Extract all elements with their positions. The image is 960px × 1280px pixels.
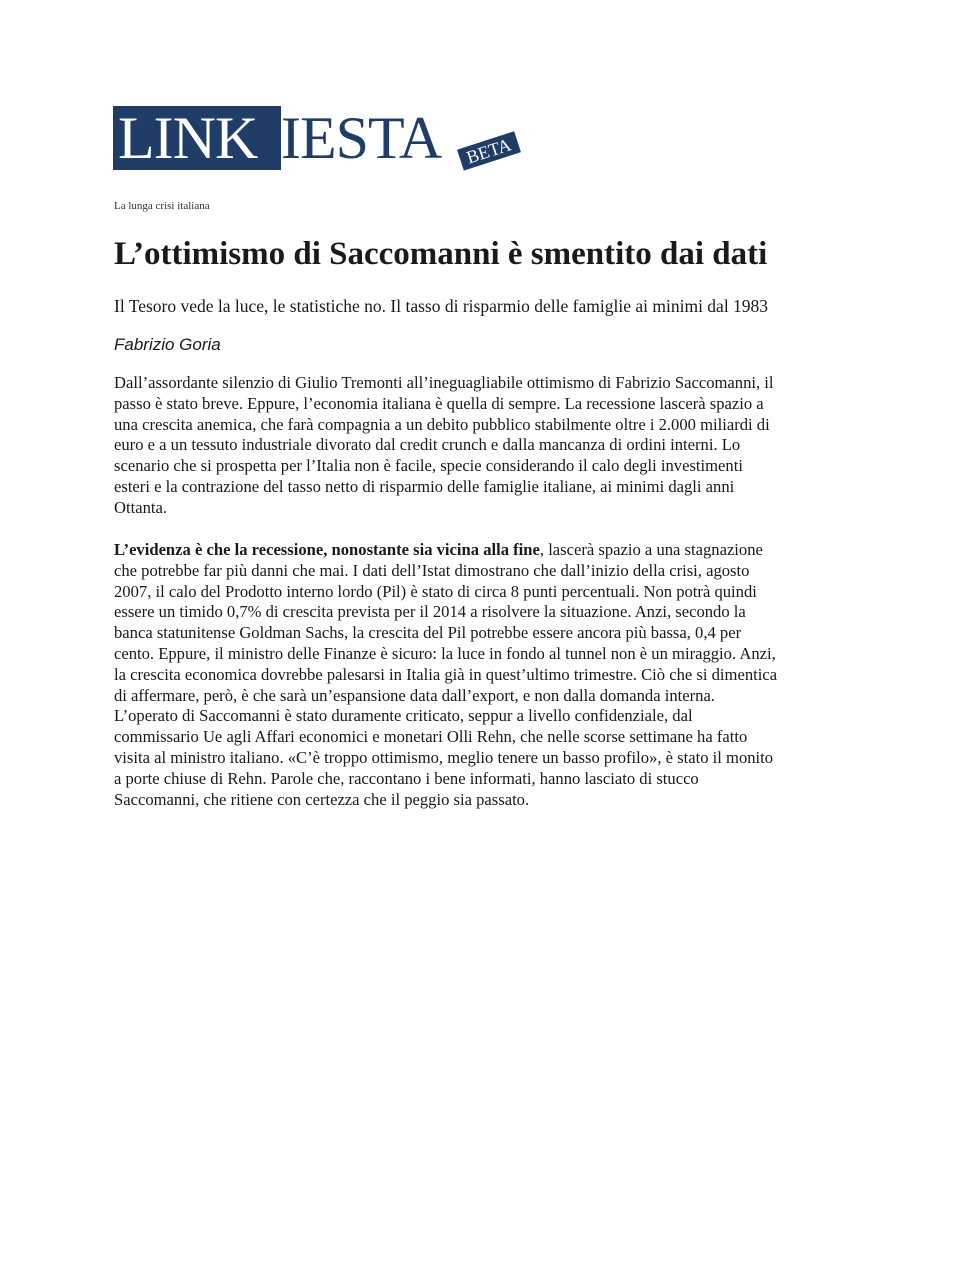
article-subtitle: Il Tesoro vede la luce, le statistiche no. Il tasso di risparmio delle famiglie ai minimi dal 1983	[114, 296, 769, 316]
paragraph-lead-line	[114, 540, 854, 561]
paragraph-line: visita al ministro italiano. «C’è troppo ottimismo, meglio tenere un basso profilo», è stato il monito	[114, 747, 774, 767]
paragraph-line: L’operato di Saccomanni è stato duramente criticato, seppur a livello confidenziale, dal	[114, 706, 693, 726]
paragraph-line: che potrebbe far più danni che mai. I dati dell’Istat dimostrano che dall’inizio della crisi, agosto	[114, 560, 750, 580]
paragraph-line: Ottanta.	[114, 497, 167, 517]
paragraph-line: esteri e la contrazione del tasso netto di risparmio delle famiglie italiane, ai minimi dagli anni	[114, 476, 735, 496]
article-paragraph-2	[114, 540, 854, 810]
paragraph-line: essere un timido 0,7% di crescita prevista per il 2014 a risolvere la situazione. Anzi, secondo la	[114, 602, 746, 622]
paragraph-line: di affermare, però, è che sarà un’espansione data dall’export, e non dalla domanda interna.	[114, 685, 715, 705]
lead-bold-text: L’evidenza è che la recessione, nonostante sia vicina alla fine	[114, 540, 540, 559]
paragraph-line: una crescita anemica, che farà compagnia a un debito pubblico stabilmente oltre i 2.000 miliardi di	[114, 414, 770, 434]
logo-beta-badge: BETA	[457, 131, 520, 170]
logo-iesta-part: IESTA	[281, 105, 442, 171]
paragraph-line: a porte chiuse di Rehn. Parole che, raccontano i bene informati, hanno lasciato di stucco	[114, 768, 699, 788]
article-paragraph-1	[114, 373, 854, 519]
paragraph-line: 2007, il calo del Prodotto interno lordo (Pil) è stato di circa 8 punti percentuali. Non potrà quindi	[114, 581, 757, 601]
paragraph-line: cento. Eppure, il ministro delle Finanze è sicuro: la luce in fondo al tunnel non è un miraggio. Anzi,	[114, 643, 776, 663]
paragraph-line: passo è stato breve. Eppure, l’economia italiana è quella di sempre. La recessione lascerà spazio a	[114, 393, 764, 413]
paragraph-line: commissario Ue agli Affari economici e monetari Olli Rehn, che nelle scorse settimane ha fatto	[114, 727, 748, 747]
paragraph-line: Saccomanni, che ritiene con certezza che il peggio sia passato.	[114, 789, 530, 809]
lead-rest-text: , lascerà spazio a una stagnazione	[539, 540, 763, 559]
article-author: Fabrizio Goria	[114, 335, 221, 354]
section-kicker: La lunga crisi italiana	[114, 200, 210, 212]
paragraph-line: scenario che si prospetta per l’Italia non è facile, specie considerando il calo degli investimenti	[114, 456, 743, 476]
article-headline: L’ottimismo di Saccomanni è smentito dai dati	[114, 236, 768, 272]
paragraph-line: euro e a un tessuto industriale divorato dal credit crunch e dalla mancanza di ordini interni. Lo	[114, 435, 741, 455]
logo-link-part: LINK	[113, 106, 281, 170]
paragraph-line: banca statunitense Goldman Sachs, la crescita del Pil potrebbe essere ancora più bassa, 0,4 per	[114, 623, 742, 643]
paragraph-line: Dall’assordante silenzio di Giulio Tremonti all’ineguagliabile ottimismo di Fabrizio Saccomanni, il	[114, 373, 774, 392]
paragraph-line: la crescita economica dovrebbe palesarsi in Italia già in quest’ultimo trimestre. Ciò che si dimentica	[114, 664, 778, 684]
linkiesta-logo[interactable]	[113, 106, 533, 172]
